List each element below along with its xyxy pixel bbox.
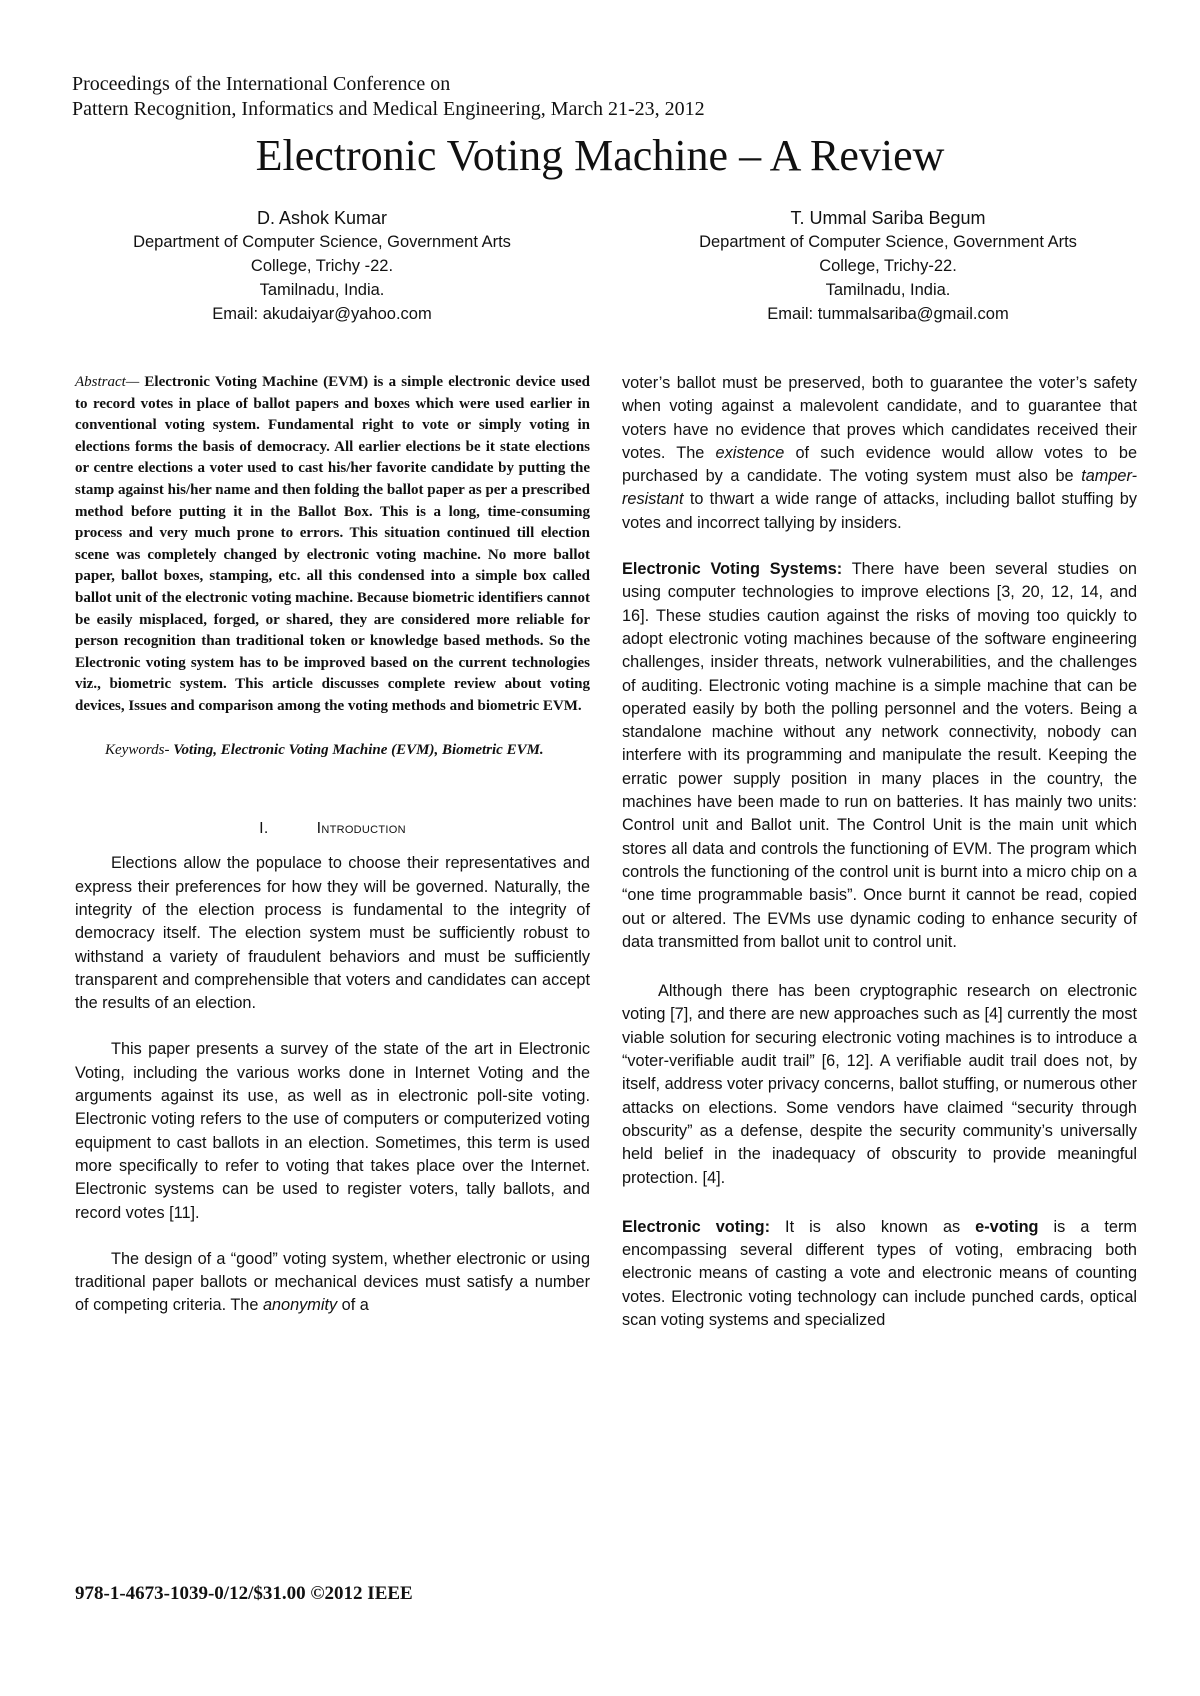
paragraph-text: The design of a “good” voting system, whether electronic or using traditional paper ballots or mechanical devices must satisfy a number of competing criteria. The bbox=[75, 1249, 590, 1315]
continuation-paragraph bbox=[622, 372, 1137, 535]
electronic-voting-systems-paragraph bbox=[622, 558, 1137, 954]
paper-title: Electronic Voting Machine – A Review bbox=[255, 131, 945, 180]
run-in-heading: Electronic Voting Systems: bbox=[622, 560, 843, 579]
electronic-voting-paragraph bbox=[622, 1216, 1137, 1332]
keywords-label: Keywords- bbox=[105, 741, 170, 758]
right-column bbox=[622, 372, 1137, 1332]
cryptographic-research-paragraph: Although there has been cryptographic research on electronic voting [7], and there are new approaches such as [4] currently the most viable solution for securing electronic voting machines is to introduce a “voter-verifiable audit trail” [6, 12]. A verifiable audit trail does not, by itself, address voter privacy concerns, ballot stuffing, or numerous other attacks on elections. Some vendors have claimed “security through obscurity” as a defense, despite the security community’s universally held belief in the inadequacy of obscurity to provide meaningful protection. [4]. bbox=[622, 982, 1137, 1187]
paragraph-text: of such evidence would allow votes to be purchased by a candidate. The voting system must also be bbox=[622, 443, 1138, 486]
abstract-text: Electronic Voting Machine (EVM) is a simple electronic device used to record votes in place of ballot papers and boxes which were used earlier in conventional voting system. Fundamental right to vote or simply voting in elections forms the basis of democracy. All earlier elections be it state elections or centre elections a voter used to cast his/her favorite candidate by putting the stamp against his/her name and then folding the ballot paper as per a prescribed method before putting it in the Ballot Box. This is a long, time-consuming process and very much prone to errors. This situation continued till election scene was completely changed by electronic voting machine. No more ballot paper, ballot boxes, stamping, etc. all this condensed into a simple box called ballot unit of the electronic voting machine. Because biometric identifiers cannot be easily misplaced, forged, or shared, they are considered more reliable for person recognition than traditional token or knowledge based methods. So the Electronic voting system has to be improved based on the current technologies viz., biometric system. This article discusses complete review about voting devices, Issues and comparison among the voting methods and biometric EVM. bbox=[75, 374, 591, 714]
paragraph-text: is a term encompassing several different types of voting, embracing both electronic means of casting a vote and electronic means of counting votes. Electronic voting technology can include punched cards, optical scan voting systems and specialized bbox=[622, 1217, 1137, 1329]
author-block-2 bbox=[628, 206, 1148, 326]
author-location: Tamilnadu, India. bbox=[259, 281, 385, 299]
keywords-text: Voting, Electronic Voting Machine (EVM), Biometric EVM. bbox=[169, 741, 544, 758]
section-heading-introduction bbox=[75, 817, 590, 840]
proceedings-header bbox=[72, 72, 705, 122]
abstract-label: Abstract— bbox=[75, 374, 140, 390]
abstract bbox=[75, 372, 590, 718]
author-block-1 bbox=[62, 206, 582, 326]
intro-paragraph-3 bbox=[75, 1248, 590, 1318]
author-location: Tamilnadu, India. bbox=[825, 281, 951, 299]
proceedings-line-2: Pattern Recognition, Informatics and Medical Engineering, March 21-23, 2012 bbox=[72, 98, 705, 120]
author-department: Department of Computer Science, Government Arts bbox=[699, 233, 1077, 251]
author-name: T. Ummal Sariba Begum bbox=[790, 208, 986, 228]
emphasis-text: existence bbox=[715, 443, 785, 462]
emphasis-text: anonymity bbox=[262, 1296, 338, 1315]
left-column bbox=[75, 372, 590, 1318]
section-title: Introduction bbox=[316, 820, 406, 838]
section-number: I. bbox=[259, 820, 269, 838]
bold-term: e-voting bbox=[975, 1217, 1039, 1236]
paragraph-text: of a bbox=[337, 1296, 369, 1315]
paragraph-text: It is also known as bbox=[770, 1217, 976, 1236]
intro-paragraph-2: This paper presents a survey of the state of the art in Electronic Voting, including the various works done in Internet Voting and the arguments against its use, as well as in electronic poll-site voting. Electronic voting refers to the use of computers or computerized voting equipment to cast ballots in an election. Sometimes, this term is used more specifically to refer to voting that takes place over the Internet. Electronic systems can be used to register voters, tally ballots, and record votes [11]. bbox=[75, 1040, 590, 1222]
emphasis-text: tamper-resistant bbox=[622, 467, 1137, 509]
paragraph-text: to thwart a wide range of attacks, including ballot stuffing by votes and incorrect tallying by insiders. bbox=[622, 490, 1137, 532]
paragraph-text: voter’s ballot must be preserved, both to guarantee the voter’s safety when voting against a malevolent candidate, and to guarantee that voters have no evidence that proves which candidates received their votes. The bbox=[622, 374, 1137, 462]
author-name: D. Ashok Kumar bbox=[256, 208, 388, 228]
paragraph-text: There have been several studies on using computer technologies to improve elections [3, 20, 12, 14, and 16]. These studies caution against the risks of moving too quickly to adopt electronic voting machines because of the software engineering challenges, insider threats, network vulnerabilities, and the challenges of auditing. Electronic voting machine is a simple machine that can be operated easily by both the polling personnel and the voters. Being a standalone machine without any network connectivity, nobody can interfere with its programming and manipulate the result. Keeping the erratic power supply position in many places in the country, the machines have been made to run on batteries. It has mainly two units: Control unit and Ballot unit. The Control Unit is the main unit which stores all data and controls the functioning of EVM. The program which controls the functioning of the control unit is burnt into a micro chip on a “one time programmable basis”. Once burnt it cannot be read, copied out or altered. The EVMs use dynamic coding to enhance security of data transmitted from ballot unit to control unit. bbox=[622, 560, 1137, 951]
author-college: College, Trichy -22. bbox=[250, 257, 394, 275]
author-department: Department of Computer Science, Government Arts bbox=[133, 233, 511, 251]
author-college: College, Trichy-22. bbox=[819, 257, 957, 275]
copyright-footer: 978-1-4673-1039-0/12/$31.00 ©2012 IEEE bbox=[75, 1583, 413, 1604]
intro-paragraph-1: Elections allow the populace to choose their representatives and express their preferences for how they will be governed. Naturally, the integrity of the election process is fundamental to the integrity of democracy itself. The election system must be sufficiently robust to withstand a variety of fraudulent behaviors and must be sufficiently transparent and comprehensible that voters and candidates can accept the results of an election. bbox=[75, 854, 590, 1013]
proceedings-line-1: Proceedings of the International Conference on bbox=[72, 73, 451, 95]
run-in-heading: Electronic voting: bbox=[622, 1217, 771, 1236]
author-email: Email: akudaiyar@yahoo.com bbox=[212, 305, 432, 323]
author-email: Email: tummalsariba@gmail.com bbox=[767, 305, 1009, 323]
keywords bbox=[75, 740, 590, 762]
